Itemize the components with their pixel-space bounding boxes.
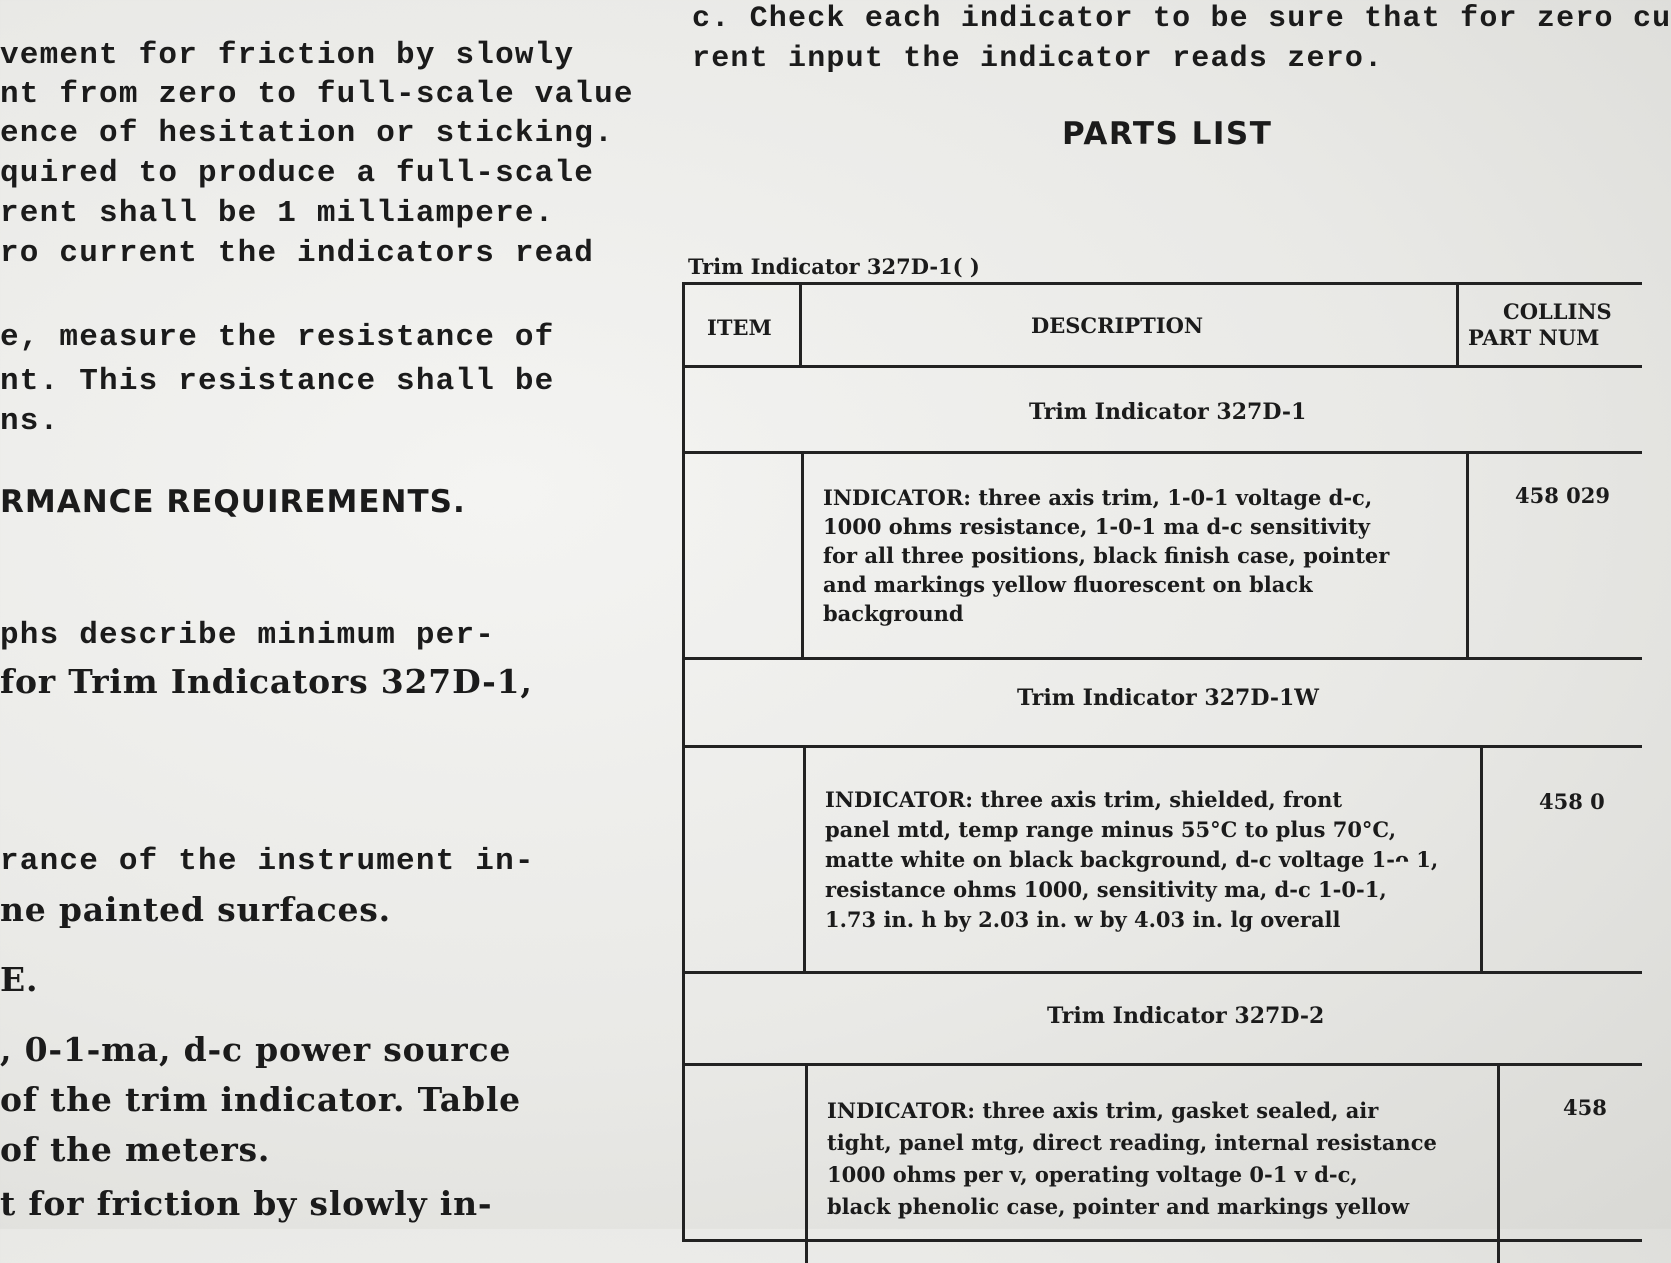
description-line: INDICATOR: three axis trim, shielded, front bbox=[825, 787, 1343, 812]
header-part-number: PART NUM bbox=[1468, 325, 1600, 350]
part-number: 458 0 bbox=[1539, 789, 1605, 814]
item-description bbox=[823, 483, 1389, 628]
left-text-column bbox=[0, 0, 634, 1229]
body-text-line: ne painted surfaces. bbox=[0, 890, 391, 929]
header-description: DESCRIPTION bbox=[1031, 313, 1204, 338]
description-line: 1000 ohms per v, operating voltage 0-1 v d-c, bbox=[827, 1162, 1358, 1187]
table-rule bbox=[1480, 745, 1483, 971]
item-description bbox=[825, 785, 1438, 935]
table-rule bbox=[1497, 1063, 1500, 1263]
description-line: and markings yellow fluorescent on black bbox=[823, 572, 1313, 597]
body-text-line: ro current the indicators read bbox=[0, 236, 595, 271]
table-rule bbox=[685, 365, 1642, 368]
description-line: panel mtd, temp range minus 55°C to plus 70°C, bbox=[825, 817, 1397, 842]
table-rule bbox=[685, 971, 1642, 974]
item-description bbox=[827, 1095, 1437, 1223]
parts-table bbox=[682, 282, 1642, 1242]
body-text-line: of the trim indicator. Table bbox=[0, 1080, 521, 1119]
description-line: INDICATOR: three axis trim, gasket sealed, air bbox=[827, 1098, 1379, 1123]
parts-list-title: PARTS LIST bbox=[1062, 116, 1273, 152]
table-rule bbox=[685, 745, 1642, 748]
table-rule bbox=[801, 451, 804, 657]
description-line: 1.73 in. h by 2.03 in. w by 4.03 in. lg overall bbox=[825, 907, 1341, 932]
body-text-line: rance of the instrument in- bbox=[0, 844, 535, 879]
table-caption: Trim Indicator 327D-1( ) bbox=[688, 254, 980, 279]
table-rule bbox=[799, 285, 802, 368]
instruction-line: c. Check each indicator to be sure that for zero cu bbox=[692, 2, 1671, 36]
body-text-line: nt from zero to full-scale value bbox=[0, 77, 634, 112]
table-rule bbox=[803, 745, 806, 971]
body-text-line: nt. This resistance shall be bbox=[0, 364, 555, 399]
section-heading: RMANCE REQUIREMENTS. bbox=[0, 484, 466, 520]
table-rule bbox=[805, 1063, 808, 1263]
body-text-line: e, measure the resistance of bbox=[0, 320, 555, 355]
part-number: 458 029 bbox=[1515, 483, 1610, 508]
group-title: Trim Indicator 327D-2 bbox=[1047, 1003, 1325, 1029]
description-line: INDICATOR: three axis trim, 1-0-1 voltage d-c, bbox=[823, 485, 1373, 510]
body-text-line: phs describe minimum per- bbox=[0, 618, 496, 653]
body-text-line: rent shall be 1 milliampere. bbox=[0, 196, 555, 231]
header-item: ITEM bbox=[707, 315, 772, 340]
description-line: resistance ohms 1000, sensitivity ma, d-c 1-0-1, bbox=[825, 877, 1387, 902]
body-text-line: of the meters. bbox=[0, 1130, 271, 1169]
description-line: 1000 ohms resistance, 1-0-1 ma d-c sensitivity bbox=[823, 514, 1371, 539]
header-part-number: COLLINS bbox=[1503, 299, 1612, 324]
description-line: black phenolic case, pointer and markings yellow bbox=[827, 1194, 1410, 1219]
body-text-line: vement for friction by slowly bbox=[0, 38, 575, 73]
description-line: for all three positions, black finish case, pointer bbox=[823, 543, 1390, 568]
table-rule bbox=[1456, 285, 1459, 368]
description-line: matte white on black background, d-c voltage 1-ᴖ 1, bbox=[825, 847, 1439, 872]
part-number: 458 bbox=[1563, 1095, 1607, 1120]
body-text-line: for Trim Indicators 327D-1, bbox=[0, 662, 533, 701]
body-text-line: ence of hesitation or sticking. bbox=[0, 116, 614, 151]
instruction-line: rent input the indicator reads zero. bbox=[692, 42, 1384, 76]
body-text-line: E. bbox=[0, 960, 39, 999]
group-title: Trim Indicator 327D-1 bbox=[1029, 399, 1307, 425]
table-rule bbox=[685, 657, 1642, 660]
table-rule bbox=[1466, 451, 1469, 657]
description-line: background bbox=[823, 601, 964, 626]
table-rule bbox=[685, 451, 1642, 454]
group-title: Trim Indicator 327D-1W bbox=[1017, 685, 1319, 711]
body-text-line: quired to produce a full-scale bbox=[0, 156, 595, 191]
description-line: tight, panel mtg, direct reading, internal resistance bbox=[827, 1130, 1437, 1155]
body-text-line: , 0-1-ma, d-c power source bbox=[0, 1030, 512, 1069]
body-text-line: t for friction by slowly in- bbox=[0, 1184, 493, 1223]
body-text-line: ns. bbox=[0, 404, 60, 439]
